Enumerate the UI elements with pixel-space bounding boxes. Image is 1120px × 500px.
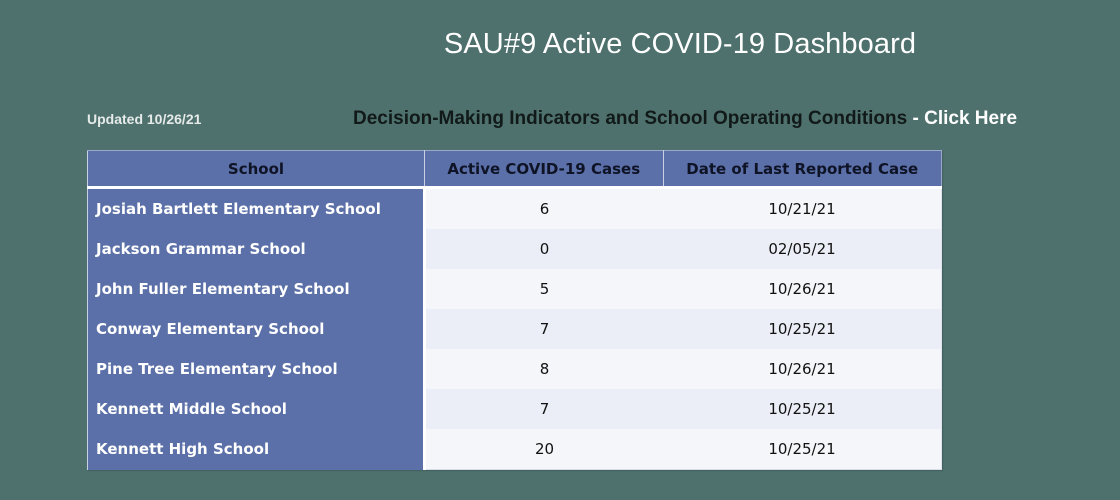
school-name: Jackson Grammar School — [88, 229, 425, 269]
active-cases: 7 — [425, 389, 664, 429]
last-reported-date: 10/25/21 — [663, 429, 942, 470]
table-row — [88, 229, 942, 269]
school-name: Josiah Bartlett Elementary School — [88, 188, 425, 230]
active-cases: 6 — [425, 188, 664, 230]
table-row — [88, 349, 942, 389]
active-cases: 7 — [425, 309, 664, 349]
page-title: SAU#9 Active COVID-19 Dashboard — [443, 28, 917, 60]
updated-date: Updated 10/26/21 — [87, 111, 202, 127]
table-header-row — [88, 151, 942, 188]
school-name: Kennett High School — [88, 429, 425, 470]
covid-cases-table — [87, 150, 942, 470]
last-reported-date: 10/26/21 — [663, 269, 942, 309]
last-reported-date: 10/25/21 — [663, 389, 942, 429]
last-reported-date: 10/21/21 — [663, 188, 942, 230]
indicators-line — [353, 108, 1017, 130]
school-name: Kennett Middle School — [88, 389, 425, 429]
column-header-active-cases: Active COVID-19 Cases — [425, 151, 664, 188]
table-row — [88, 188, 942, 230]
active-cases: 5 — [425, 269, 664, 309]
table-row — [88, 429, 942, 470]
last-reported-date: 10/25/21 — [663, 309, 942, 349]
separator: - — [907, 108, 925, 129]
school-name: Conway Elementary School — [88, 309, 425, 349]
table-row — [88, 389, 942, 429]
active-cases: 20 — [425, 429, 664, 470]
active-cases: 0 — [425, 229, 664, 269]
school-name: John Fuller Elementary School — [88, 269, 425, 309]
table-row — [88, 309, 942, 349]
column-header-school: School — [88, 151, 425, 188]
indicators-label: Decision-Making Indicators and School Operating Conditions — [353, 108, 908, 129]
last-reported-date: 10/26/21 — [663, 349, 942, 389]
column-header-last-reported-date: Date of Last Reported Case — [663, 151, 942, 188]
active-cases: 8 — [425, 349, 664, 389]
school-name: Pine Tree Elementary School — [88, 349, 425, 389]
table-row — [88, 269, 942, 309]
last-reported-date: 02/05/21 — [663, 229, 942, 269]
click-here-link[interactable]: Click Here — [924, 108, 1018, 129]
